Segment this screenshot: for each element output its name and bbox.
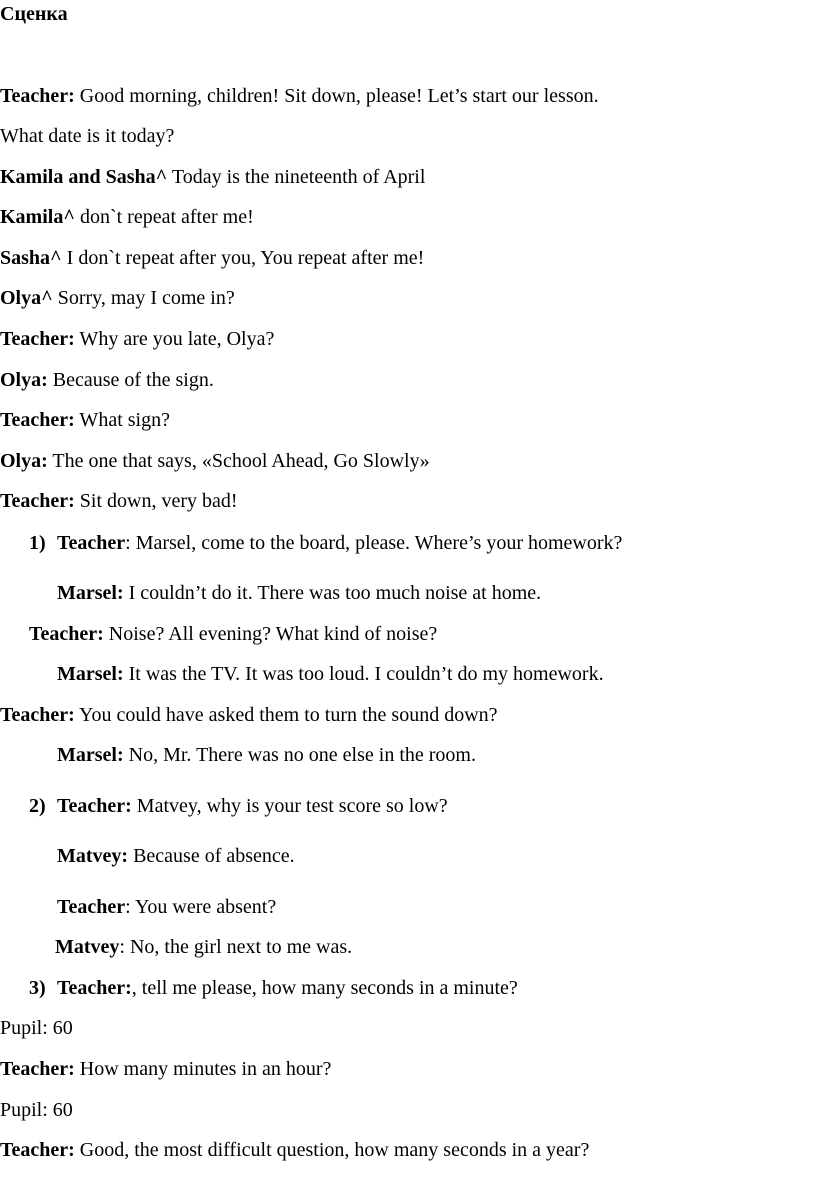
dialogue-line: [0, 205, 254, 229]
dialogue-line: [0, 1098, 73, 1122]
speaker: Teacher:: [0, 1058, 75, 1080]
utterance: : No, the girl next to me was.: [119, 936, 353, 958]
dialogue-line: [0, 449, 430, 473]
utterance: Sorry, may I come in?: [52, 287, 235, 309]
item-number: 3): [29, 977, 46, 999]
dialogue-line: [0, 368, 214, 392]
utterance: What sign?: [74, 409, 170, 431]
utterance: Noise? All evening? What kind of noise?: [103, 623, 438, 645]
speaker: Olya:: [0, 450, 48, 472]
dialogue-line: [0, 1057, 331, 1081]
speaker: Teacher:: [57, 795, 132, 817]
speaker: Sasha^: [0, 247, 62, 269]
utterance: : Marsel, come to the board, please. Where’s your homework?: [125, 532, 623, 554]
utterance: : You were absent?: [125, 896, 277, 918]
dialogue-line: [0, 286, 235, 310]
dialogue-line: [0, 408, 170, 432]
speaker: Teacher:: [0, 328, 75, 350]
speaker: Matvey: [55, 936, 120, 958]
utterance: I couldn’t do it. There was too much noise at home.: [123, 582, 542, 604]
utterance: Sit down, very bad!: [74, 490, 238, 512]
numbered-dialogue-line: [29, 794, 448, 818]
item-number: 1): [29, 532, 46, 554]
dialogue-line: [57, 895, 276, 919]
utterance: You could have asked them to turn the sound down?: [74, 704, 498, 726]
speaker: Teacher:: [0, 85, 75, 107]
utterance: Good, the most difficult question, how many seconds in a year?: [74, 1139, 590, 1161]
speaker: Matvey:: [57, 845, 129, 867]
utterance: Pupil: 60: [0, 1099, 73, 1121]
speaker: Teacher:: [29, 623, 104, 645]
numbered-dialogue-line: [29, 976, 518, 1000]
dialogue-line: [0, 165, 425, 189]
dialogue-line: [57, 844, 295, 868]
utterance: The one that says, «School Ahead, Go Slowly»: [47, 450, 430, 472]
utterance: I don`t repeat after you, You repeat after me!: [61, 247, 425, 269]
speaker: Marsel:: [57, 744, 124, 766]
dialogue-line: [0, 1016, 73, 1040]
utterance: Pupil: 60: [0, 1017, 73, 1039]
speaker: Kamila^: [0, 206, 75, 228]
speaker: Olya^: [0, 287, 53, 309]
numbered-dialogue-line: [29, 531, 622, 555]
speaker: Teacher: [57, 532, 126, 554]
dialogue-line: [57, 662, 604, 686]
speaker: Marsel:: [57, 663, 124, 685]
utterance: It was the TV. It was too loud. I couldn’t do my homework.: [123, 663, 604, 685]
dialogue-line: [57, 581, 541, 605]
speaker: Teacher: [57, 896, 126, 918]
speaker: Teacher:: [0, 1139, 75, 1161]
dialogue-line: [0, 703, 498, 727]
utterance: Why are you late, Olya?: [74, 328, 275, 350]
dialogue-line: [0, 124, 174, 148]
speaker: Marsel:: [57, 582, 124, 604]
dialogue-line: [0, 246, 424, 270]
speaker: Teacher:: [0, 409, 75, 431]
utterance: Because of absence.: [128, 845, 295, 867]
utterance: How many minutes in an hour?: [74, 1058, 332, 1080]
utterance: Because of the sign.: [47, 369, 214, 391]
dialogue-line: [0, 1138, 589, 1162]
utterance: Matvey, why is your test score so low?: [131, 795, 448, 817]
dialogue-line: [0, 327, 274, 351]
dialogue-line: [0, 489, 238, 513]
dialogue-line: [0, 84, 599, 108]
utterance: What date is it today?: [0, 125, 175, 147]
speaker: Kamila and Sasha^: [0, 166, 168, 188]
document-title: Сценка: [0, 3, 68, 25]
speaker: Teacher:: [57, 977, 132, 999]
utterance: Good morning, children! Sit down, please! Let’s start our lesson.: [74, 85, 599, 107]
utterance: No, Mr. There was no one else in the room.: [123, 744, 476, 766]
speaker: Teacher:: [0, 704, 75, 726]
item-number: 2): [29, 795, 46, 817]
dialogue-line: [29, 622, 437, 646]
dialogue-line: [55, 935, 352, 959]
utterance: don`t repeat after me!: [74, 206, 254, 228]
speaker: Teacher:: [0, 490, 75, 512]
utterance: , tell me please, how many seconds in a minute?: [131, 977, 518, 999]
dialogue-line: [57, 743, 476, 767]
utterance: Today is the nineteenth of April: [167, 166, 426, 188]
speaker: Olya:: [0, 369, 48, 391]
